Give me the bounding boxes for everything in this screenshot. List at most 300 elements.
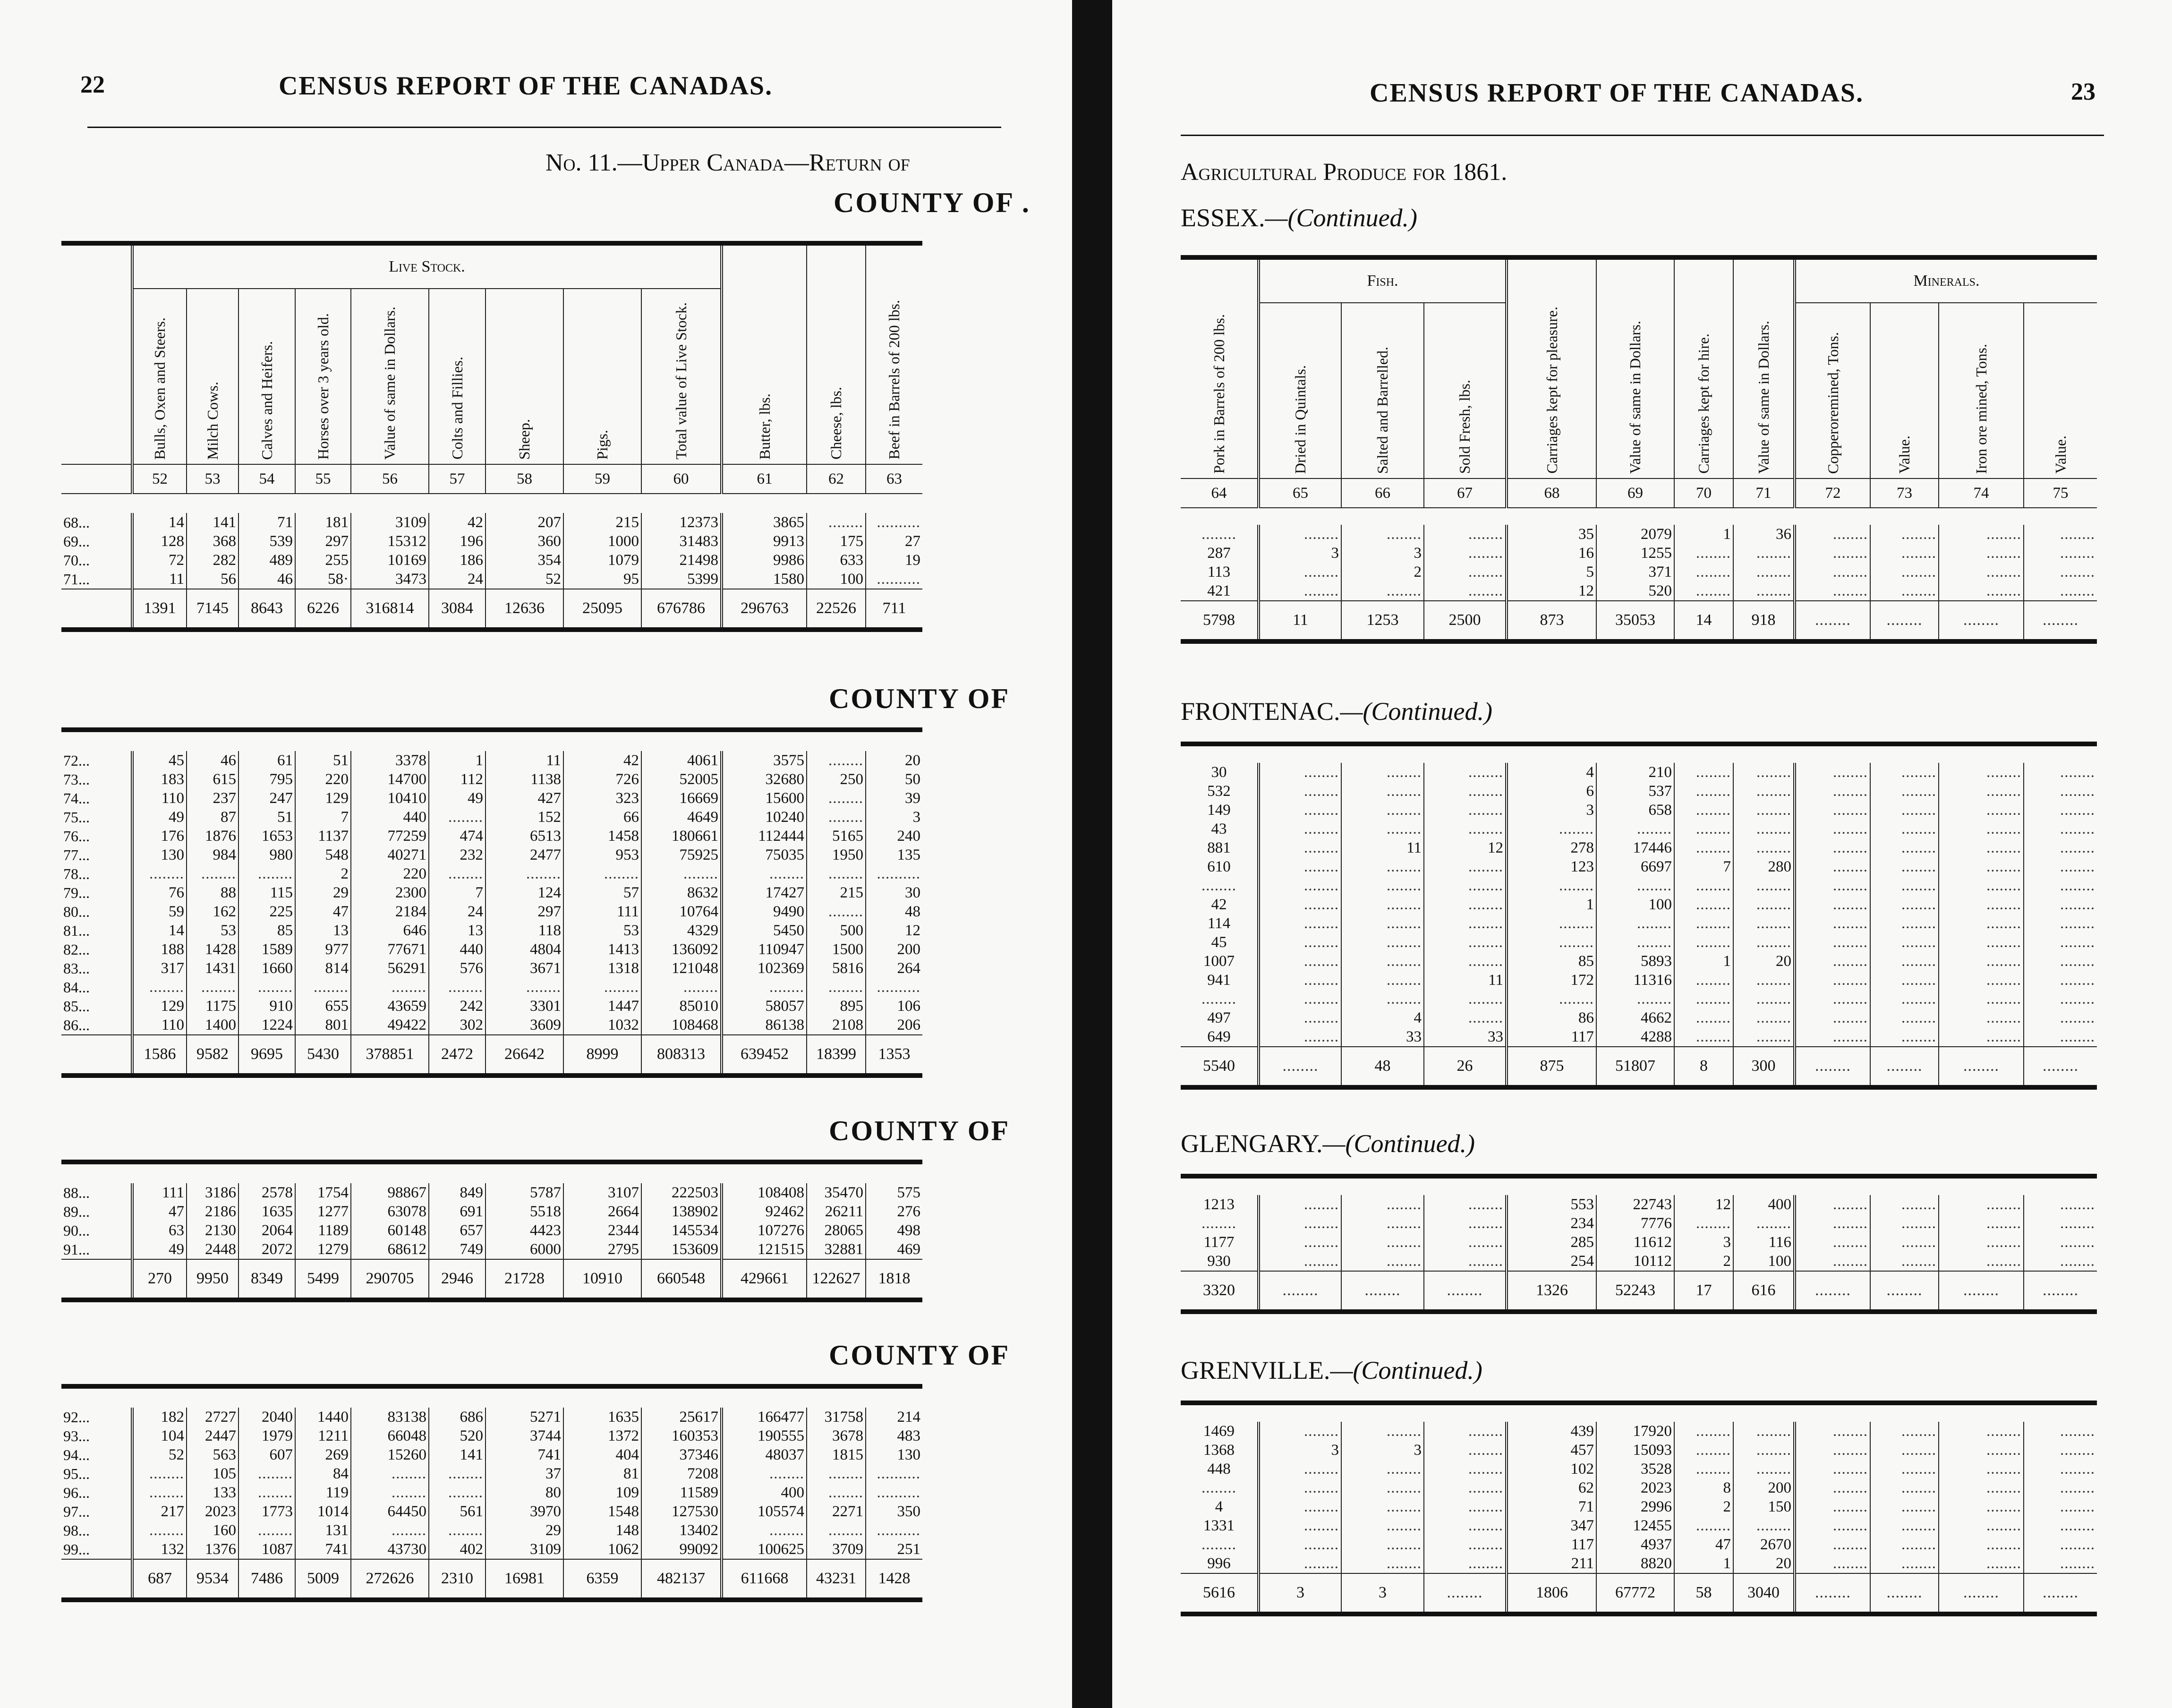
stub-cell [61,464,132,494]
table-cell: 6513 [486,827,563,845]
table-cell: 10240 [722,808,807,827]
table-cell: 1189 [295,1221,351,1240]
total-cell: 873 [1507,601,1596,641]
column-header [132,289,187,464]
spacer-cell [61,494,922,513]
table-cell: ........ [1259,1422,1341,1441]
table-cell: 9490 [722,902,807,921]
table-cell: 3473 [351,570,429,589]
table-cell: 76 [132,883,187,902]
table-row [1181,1441,2097,1460]
total-cell: 676786 [641,589,722,630]
table-row [1181,1233,2097,1252]
table-cell: 1660 [238,959,295,978]
row-label: 69... [63,533,90,550]
table-cell: ........ [1424,581,1507,601]
table-row [1181,876,2097,895]
table-row [61,1016,922,1035]
row-label: 78... [63,865,90,882]
table-cell: 136092 [641,940,722,959]
table-cell: 153609 [641,1240,722,1259]
table-cell: ........ [1795,1214,1870,1233]
total-cell: ........ [1870,1573,1939,1614]
table-row [61,770,922,789]
table-cell: 46 [187,751,238,770]
column-header [1733,257,1795,478]
table-cell: ........ [1733,1214,1795,1233]
table-cell: 250 [807,770,866,789]
table-cell: ........ [1870,1478,1939,1497]
table-cell: ........ [1795,1195,1870,1214]
table-row [61,751,922,770]
row-label: 97... [63,1503,90,1520]
table-cell: ........ [1795,1422,1870,1441]
row-label: 83... [63,960,90,977]
table-cell: 75035 [722,845,807,864]
table-cell: 1062 [563,1540,641,1559]
table-cell: ........ [1870,1252,1939,1271]
table-cell: ........ [807,1521,866,1540]
table-cell: 1589 [238,940,295,959]
table-cell: ........ [1259,525,1341,544]
column-header-label: Carriages kept for hire. [1695,333,1712,474]
table-cell: 2670 [1733,1535,1795,1554]
table-row [1181,801,2097,820]
total-cell: 272626 [351,1559,429,1600]
table-cell: 4 [1215,1498,1223,1515]
spacer-row [61,730,922,751]
table-cell: ........ [807,808,866,827]
table-cell: 317 [132,959,187,978]
table-cell: .......... [866,570,922,589]
table-cell: ........ [1870,544,1939,563]
table-cell: ........ [351,1521,429,1540]
table-cell: 220 [351,864,429,883]
table-cell: 6000 [486,1240,563,1259]
table-cell: 2727 [187,1408,238,1426]
table-cell: 371 [1596,563,1674,581]
column-number: 58 [486,464,563,494]
column-header-label: Iron ore mined, Tons. [1972,343,1990,474]
table-cell: ........ [1795,1233,1870,1252]
table-cell: 129 [295,789,351,808]
column-header [2024,303,2097,478]
table-cell: ........ [1259,820,1341,838]
table-cell: 20 [866,751,922,770]
table-cell: ........ [1341,952,1424,971]
table-cell: 242 [429,997,486,1016]
table-cell: ........ [1939,1233,2024,1252]
live-stock-table [61,1384,922,1602]
table-cell: ........ [187,978,238,997]
table-cell: ........ [1795,782,1870,801]
table-cell: 3 [1341,1441,1424,1460]
total-cell: 6359 [563,1559,641,1600]
table-cell: ........ [1341,895,1424,914]
table-cell: 63078 [351,1202,429,1221]
total-label [61,1035,132,1076]
table-cell: ........ [1733,801,1795,820]
table-cell: 1773 [238,1502,295,1521]
total-cell: 3320 [1181,1271,1259,1312]
table-cell: ........ [1733,763,1795,782]
table-cell: 115 [238,883,295,902]
table-cell: 1 [1674,525,1733,544]
total-cell: 7145 [187,589,238,630]
table-cell: .......... [866,1483,922,1502]
table-row [1181,895,2097,914]
table-cell: .......... [866,1521,922,1540]
total-cell: ........ [1939,1573,2024,1614]
table-cell: 280 [1733,857,1795,876]
table-cell: ........ [295,978,351,997]
table-cell: 1950 [807,845,866,864]
total-cell: 8349 [238,1259,295,1300]
table-cell: ........ [1870,914,1939,933]
table-cell: ........ [2024,895,2097,914]
table-cell: 26211 [807,1202,866,1221]
table-cell: ........ [2024,1478,2097,1497]
table-cell: ........ [1259,990,1341,1008]
table-row [61,570,922,589]
table-cell: 37346 [641,1445,722,1464]
table-cell: ........ [1939,1027,2024,1047]
table-cell: 297 [295,532,351,551]
total-cell: ........ [1870,1271,1939,1312]
table-cell: ........ [1939,1554,2024,1573]
table-cell: ........ [1424,1516,1507,1535]
table-cell: ........ [1259,952,1341,971]
table-cell: 39 [866,789,922,808]
table-cell: 9986 [722,551,807,570]
table-cell: 1458 [563,827,641,845]
table-cell: ........ [429,1483,486,1502]
table-cell: 237 [187,789,238,808]
table-cell: 1177 [1203,1234,1235,1251]
table-cell: ........ [1341,782,1424,801]
table-cell: ........ [429,808,486,827]
table-row [1181,1497,2097,1516]
table-row [61,551,922,570]
table-cell: ........ [1733,1008,1795,1027]
running-head: CENSUS REPORT OF THE CANADAS. [1370,78,1864,108]
table-cell: 113 [1207,564,1231,581]
table-cell: 1224 [238,1016,295,1035]
table-cell: 1635 [563,1408,641,1426]
table-cell: 111 [563,902,641,921]
table-row [1181,990,2097,1008]
table-cell: ........ [1939,782,2024,801]
table-cell: ........ [1507,933,1596,952]
table-cell: ........ [1596,990,1674,1008]
total-cell: 660548 [641,1259,722,1300]
table-cell: ........ [1424,952,1507,971]
table-cell: ........ [1870,1027,1939,1047]
table-cell: ........ [1674,1008,1733,1027]
table-cell: 404 [563,1445,641,1464]
column-number: 54 [238,464,295,494]
table-cell: ........ [1424,857,1507,876]
total-row [61,1035,922,1076]
table-cell: ........ [1259,857,1341,876]
table-cell: 2448 [187,1240,238,1259]
table-cell: ........ [1341,1252,1424,1271]
table-cell: 215 [807,883,866,902]
table-cell: 576 [429,959,486,978]
table-cell: ........ [807,902,866,921]
column-header-label: Dried in Quintals. [1292,365,1309,474]
column-number-row [61,464,922,494]
total-cell: 5798 [1181,601,1259,641]
table-cell: 3609 [486,1016,563,1035]
page-number: 22 [80,71,105,98]
table-row [61,808,922,827]
table-cell: ........ [2024,1497,2097,1516]
table-cell: ........ [1596,914,1674,933]
table-cell: ........ [1870,1460,1939,1478]
table-cell: 10764 [641,902,722,921]
table-cell: ........ [1870,1195,1939,1214]
table-cell: 440 [351,808,429,827]
table-cell: 116 [1733,1233,1795,1252]
table-cell: ........ [1870,838,1939,857]
table-cell: ........ [429,978,486,997]
total-cell: 35053 [1596,601,1674,641]
table-cell: 102 [1507,1460,1596,1478]
total-cell: 5616 [1181,1573,1259,1614]
table-cell: ........ [238,978,295,997]
column-header-label: Value of same in Dollars. [1627,320,1644,474]
table-cell: ........ [1674,838,1733,857]
total-cell: 1428 [866,1559,922,1600]
table-cell: 15312 [351,532,429,551]
table-cell: ........ [1939,1497,2024,1516]
table-cell: ........ [1674,581,1733,601]
table-cell: 2 [1674,1497,1733,1516]
table-cell: 360 [486,532,563,551]
table-cell: 118 [486,921,563,940]
table-cell: ........ [1424,525,1507,544]
row-label: 89... [63,1203,90,1220]
column-header [351,289,429,464]
table-cell: 537 [1596,782,1674,801]
table-cell: ........ [2024,876,2097,895]
column-number: 62 [807,464,866,494]
table-cell: 63 [132,1221,187,1240]
table-cell: 182 [132,1408,187,1426]
table-cell: 3 [1341,544,1424,563]
total-cell: 5499 [295,1259,351,1300]
table-row [61,1483,922,1502]
table-cell: 10112 [1596,1252,1674,1271]
column-header-label: Value of same in Dollars. [1755,320,1772,474]
table-cell: 222503 [641,1183,722,1202]
table-cell: ........ [2024,1027,2097,1047]
table-cell: 66 [563,808,641,827]
table-cell: 215 [563,513,641,532]
table-cell: 1428 [187,940,238,959]
table-cell: 85 [238,921,295,940]
table-cell: 4 [1507,763,1596,782]
table-cell: 2040 [238,1408,295,1426]
row-label: 91... [63,1241,90,1258]
row-label: 76... [63,828,90,845]
column-number: 70 [1674,478,1733,508]
total-cell: ........ [1939,1271,2024,1312]
table-cell: ........ [2024,990,2097,1008]
total-cell: 2946 [429,1259,486,1300]
column-header [1341,303,1424,478]
table-cell: ........ [1259,1460,1341,1478]
row-label: 90... [63,1222,90,1239]
table-cell: 12373 [641,513,722,532]
row-label: 71... [63,571,90,588]
table-cell: 3 [1507,801,1596,820]
table-cell: 3709 [807,1540,866,1559]
column-header [1870,303,1939,478]
table-row [1181,820,2097,838]
table-cell: 1400 [187,1016,238,1035]
table-cell: ........ [2024,1233,2097,1252]
table-cell: 269 [295,1445,351,1464]
table-cell: 1653 [238,827,295,845]
table-cell: 264 [866,959,922,978]
table-cell: ........ [1424,544,1507,563]
table-cell: ........ [1939,1460,2024,1478]
total-cell: 296763 [722,589,807,630]
total-cell: 1806 [1507,1573,1596,1614]
table-cell: 186 [429,551,486,570]
group-header-minerals: Minerals. [1795,257,2097,303]
table-cell: 6697 [1596,857,1674,876]
table-cell: ........ [429,864,486,883]
total-cell: 300 [1733,1047,1795,1087]
column-header-label: Sheep. [516,418,533,460]
table-cell: ........ [1795,1478,1870,1497]
table-cell: 3186 [187,1183,238,1202]
table-row [61,1426,922,1445]
column-number: 66 [1341,478,1424,508]
column-header [1181,257,1259,478]
table-cell: 102369 [722,959,807,978]
table-cell: ........ [1939,1478,2024,1497]
table-row [61,532,922,551]
table-cell: 5787 [486,1183,563,1202]
table-cell: ........ [1259,838,1341,857]
table-cell: ........ [1870,1214,1939,1233]
table-cell: 57 [563,883,641,902]
table-cell: 85010 [641,997,722,1016]
table-cell: 3528 [1596,1460,1674,1478]
table-cell: ........ [1939,933,2024,952]
table-cell: ........ [1341,820,1424,838]
table-cell: 1213 [1203,1196,1235,1213]
table-cell: ........ [1259,782,1341,801]
table-cell: 232 [429,845,486,864]
column-number: 75 [2024,478,2097,508]
column-header-label: Colts and Fillies. [448,357,466,460]
column-number: 64 [1181,478,1259,508]
county-name: GRENVILLE. [1181,1356,1330,1384]
table-heading: Agricultural Produce for 1861. [1181,159,1508,186]
table-row [61,997,922,1016]
table-cell: 11 [486,751,563,770]
table-cell: ........ [2024,1516,2097,1535]
table-cell: ........ [1674,1422,1733,1441]
table-cell: 1 [1674,952,1733,971]
table-cell: ........ [1939,895,2024,914]
table-cell: ........ [1424,990,1507,1008]
table-cell: 56291 [351,959,429,978]
table-cell: 117 [1507,1027,1596,1047]
column-header [187,289,238,464]
table-cell: ........ [1733,1516,1795,1535]
table-cell: ........ [1259,1214,1341,1233]
table-cell: ........ [1201,1479,1236,1496]
total-cell: 3 [1259,1573,1341,1614]
table-cell: 80 [486,1483,563,1502]
table-cell: ........ [1341,1214,1424,1233]
table-cell: 1580 [722,570,807,589]
column-number: 57 [429,464,486,494]
table-cell: 25617 [641,1408,722,1426]
table-cell: 160353 [641,1426,722,1445]
table-cell: ........ [807,513,866,532]
table-cell: 500 [807,921,866,940]
table-cell: ........ [1341,525,1424,544]
row-label: 95... [63,1465,90,1482]
table-cell: 46 [238,570,295,589]
total-cell: ........ [1795,601,1870,641]
table-cell: ........ [1259,1233,1341,1252]
total-cell: 26 [1424,1047,1507,1087]
total-cell: 2500 [1424,601,1507,641]
produce-table [1181,1174,2097,1314]
table-cell: ........ [1424,1233,1507,1252]
column-header [807,243,866,464]
table-cell: ........ [1507,876,1596,895]
table-cell: ........ [1870,763,1939,782]
table-cell: 2023 [1596,1478,1674,1497]
column-header-label: Milch Cows. [204,381,221,460]
table-cell: 323 [563,789,641,808]
column-number: 61 [722,464,807,494]
table-cell: 5 [1507,563,1596,581]
table-cell: ........ [351,1464,429,1483]
table-cell: 849 [429,1183,486,1202]
spacer-cell [1181,508,2097,525]
total-cell: ........ [1939,601,2024,641]
table-cell: 86138 [722,1016,807,1035]
table-cell: ........ [1795,1497,1870,1516]
table-cell: 150 [1733,1497,1795,1516]
column-header [1795,303,1870,478]
table-cell: ........ [1341,581,1424,601]
column-header-label: Cheese, lbs. [827,387,845,460]
table-cell: ........ [1201,1215,1236,1232]
column-header-label: Value of same in Dollars. [381,306,399,460]
table-cell: ........ [1341,914,1424,933]
table-cell: 13 [429,921,486,940]
table-cell: 400 [722,1483,807,1502]
table-cell: 402 [429,1540,486,1559]
table-cell: ........ [722,864,807,883]
row-label: 99... [63,1541,90,1558]
column-header [1424,303,1507,478]
table-cell: 4804 [486,940,563,959]
table-cell: 56 [187,570,238,589]
table-cell: 49 [132,1240,187,1259]
